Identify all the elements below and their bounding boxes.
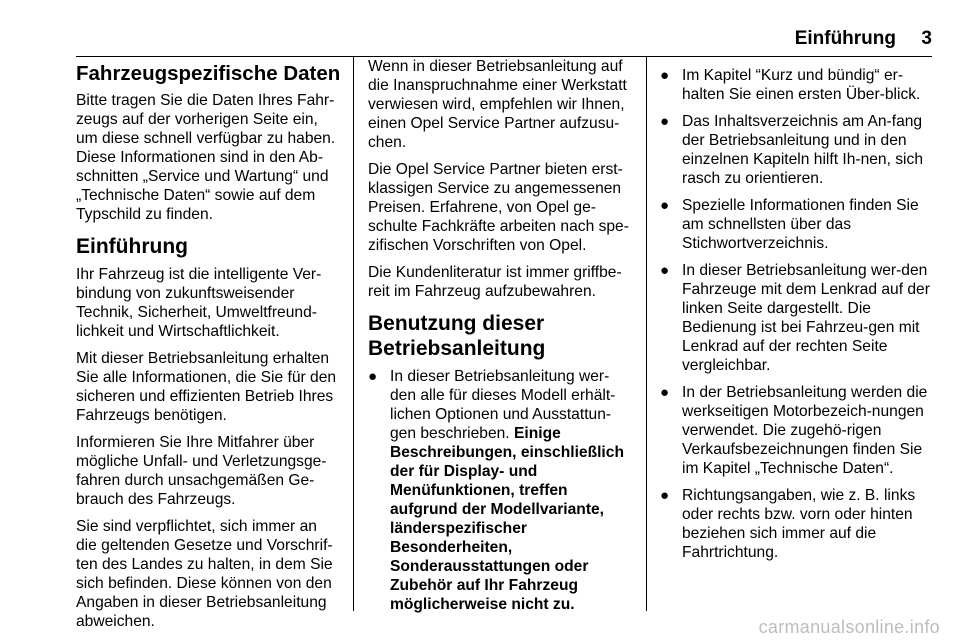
bullet-icon: ● <box>660 197 670 214</box>
paragraph: Sie sind verpflichtet, sich immer an die geltenden Gesetze und Vorschrif-ten des Landes zu halten, in dem Sie sich befinden. Diese können von den Angaben in dieser Betriebsanleitung abweichen. <box>76 518 333 630</box>
bullet-icon: ● <box>368 368 378 385</box>
bullet-text: In dieser Betriebsanleitung wer-den alle für dieses Modell erhält-lichen Optionen und Ausstattun-gen beschrieben. <box>390 368 616 442</box>
column-1 <box>76 57 342 639</box>
heading-introduction: Einführung <box>76 235 188 258</box>
heading-using-manual: Benutzung dieser Betriebsanleitung <box>368 312 546 360</box>
paragraph: Wenn in dieser Betriebsanleitung auf die Inanspruchnahme einer Werkstatt verwiesen wird, empfehlen wir Ihnen, einen Opel Service Partner aufzusu-chen. <box>368 58 627 151</box>
list-item <box>660 66 932 104</box>
column-divider-1 <box>353 57 354 611</box>
paragraph: Die Kundenliteratur ist immer griffbe-reit im Fahrzeug aufzubewahren. <box>368 264 622 300</box>
page-header <box>0 28 960 58</box>
column-divider-2 <box>646 57 647 611</box>
column-2 <box>368 57 634 622</box>
list-item <box>660 486 932 562</box>
bullet-text: Richtungsangaben, wie z. B. links oder rechts bzw. vorn oder hinten beziehen sich immer auf die Fahrtrichtung. <box>682 487 916 561</box>
list-item <box>660 196 932 253</box>
list-item <box>660 112 932 188</box>
bullet-bold-text: Einige Beschreibungen, einschließlich der für Display- und Menüfunktionen, treffen aufgrund der Modellvariante, länderspezifischer Besonderheiten, Sonderausstattungen oder Zubehör auf Ihr Fahrzeug möglicherweise nicht zu. <box>390 425 624 613</box>
watermark: carmanualsonline.info <box>758 617 940 637</box>
bullet-icon: ● <box>660 262 670 279</box>
paragraph: Mit dieser Betriebsanleitung erhalten Sie alle Informationen, die Sie für den sicheren und effizienten Betrieb Ihres Fahrzeugs benötigen. <box>76 350 337 424</box>
bullet-icon: ● <box>660 384 670 401</box>
column-3 <box>660 57 932 570</box>
bullet-icon: ● <box>660 67 670 84</box>
list-item <box>660 383 932 478</box>
heading-vehicle-data: Fahrzeugspezifische Daten <box>76 62 341 85</box>
page-title: Einführung <box>794 28 896 49</box>
bullet-icon: ● <box>660 113 670 130</box>
paragraph: Informieren Sie Ihre Mitfahrer über mögliche Unfall- und Verletzungsge-fahren durch unsachgemäßen Ge-brauch des Fahrzeugs. <box>76 434 327 508</box>
bullet-text: In der Betriebsanleitung werden die werkseitigen Motorbezeich-nungen verwendet. Die zugehö-rigen Verkaufsbezeichnungen finden Sie im Kapitel „Technische Daten“. <box>682 384 928 477</box>
bullet-text: Das Inhaltsverzeichnis am An-fang der Betriebsanleitung und in den einzelnen Kapiteln hilft Ih-nen, sich rasch zu orientieren. <box>682 113 923 187</box>
paragraph: Ihr Fahrzeug ist die intelligente Ver-bindung von zukunftsweisender Technik, Sicherheit, Umweltfreund-lichkeit und Wirtschaftlichkeit. <box>76 266 322 340</box>
paragraph: Bitte tragen Sie die Daten Ihres Fahr-zeugs auf der vorherigen Seite ein, um diese schnell verfügbar zu haben. Diese Informationen sind in den Ab-schnitten „Service und Wartung“ und „Technische Daten“ sowie auf dem Typschild zu finden. <box>76 92 336 223</box>
list-item <box>660 261 932 375</box>
page-number: 3 <box>921 28 932 49</box>
paragraph: Die Opel Service Partner bieten erst-klassigen Service zu angemessenen Preisen. Erfahrene, von Opel ge-schulte Fachkräfte arbeiten nach spe-zifischen Vorschriften von Opel. <box>368 161 629 254</box>
bullet-text: In dieser Betriebsanleitung wer-den Fahrzeuge mit dem Lenkrad auf der linken Seite dargestellt. Die Bedienung ist bei Fahrzeu-gen mit Lenkrad auf der rechten Seite vergleichbar. <box>682 262 930 374</box>
bullet-text: Spezielle Informationen finden Sie am schnellsten über das Stichwortverzeichnis. <box>682 197 919 252</box>
list-item <box>368 367 634 614</box>
bullet-text: Im Kapitel “Kurz und bündig“ er-halten Sie einen ersten Über-blick. <box>682 67 921 103</box>
bullet-icon: ● <box>660 487 670 504</box>
